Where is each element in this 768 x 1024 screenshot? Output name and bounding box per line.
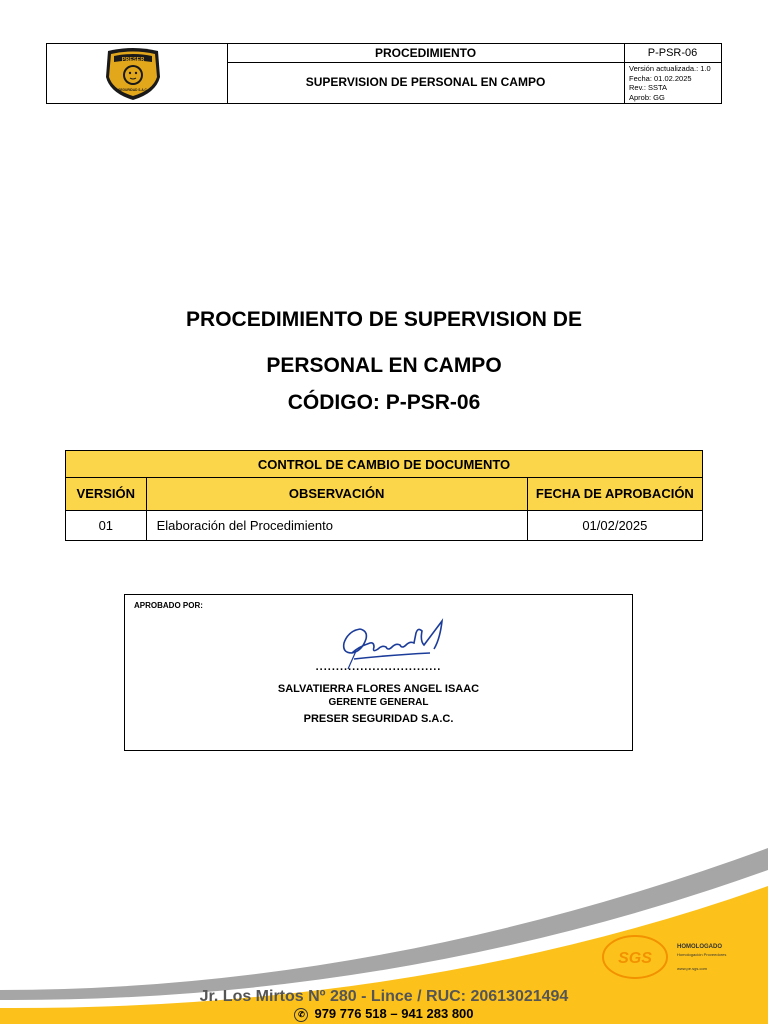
document-code: CÓDIGO: P-PSR-06 [287, 391, 481, 414]
approval-label: APROBADO POR: [134, 601, 203, 610]
rev-line: Rev.: SSTA [629, 83, 668, 92]
svg-text:PRESER: PRESER [121, 57, 145, 63]
cell-date: 01/02/2025 [527, 511, 702, 541]
col-header-observation: OBSERVACIÓN [146, 478, 527, 511]
whatsapp-icon: ✆ [294, 1008, 308, 1022]
title-cell [227, 44, 625, 103]
date-line: Fecha: 01.02.2025 [629, 73, 692, 83]
document-header [46, 43, 722, 104]
approved-line: Aprob: GG [629, 92, 665, 102]
header-section-title: PROCEDIMIENTO [227, 44, 624, 63]
preser-badge-logo [102, 47, 164, 101]
logo-cell [47, 44, 228, 103]
header-code: P-PSR-06 [624, 44, 721, 63]
sgs-logo [601, 934, 669, 980]
homologado-title: HOMOLOGADO [677, 944, 722, 950]
svg-text:SGS: SGS [618, 950, 652, 967]
cell-version: 01 [66, 511, 147, 541]
svg-text:SEGURIDAD S.A.C.: SEGURIDAD S.A.C. [118, 88, 148, 92]
change-control-table [65, 450, 703, 541]
footer-address: Jr. Los Mirtos Nº 280 - Lince / RUC: 20613021494 [199, 988, 569, 1005]
table-row [66, 511, 703, 541]
header-subject: SUPERVISION DE PERSONAL EN CAMPO [305, 75, 546, 89]
title-line-1: PROCEDIMIENTO DE SUPERVISION DE [186, 308, 582, 331]
signature-line: ............................... [315, 661, 442, 673]
homologado-mark [677, 943, 726, 973]
cell-observation: Elaboración del Procedimiento [146, 511, 527, 541]
code-cell [624, 44, 721, 103]
header-meta [629, 64, 711, 102]
change-control-heading: CONTROL DE CAMBIO DE DOCUMENTO [66, 451, 703, 478]
homologado-subtitle: Homologación Proveedores [677, 952, 727, 957]
version-line: Versión actualizada.: 1.0 [629, 64, 711, 73]
approval-box [124, 594, 633, 751]
col-header-version: VERSIÓN [66, 478, 147, 511]
col-header-date: FECHA DE APROBACIÓN [527, 478, 702, 511]
approver-role: GERENTE GENERAL [328, 697, 429, 708]
document-title [0, 297, 768, 389]
homologado-url: www.pe.sgs.com [677, 966, 708, 971]
title-line-2: PERSONAL EN CAMPO [266, 354, 502, 377]
approver-name: SALVATIERRA FLORES ANGEL ISAAC [277, 683, 480, 695]
phone-numbers: 979 776 518 – 941 283 800 [314, 1006, 474, 1021]
footer-phones [0, 1006, 768, 1022]
approver-company: PRESER SEGURIDAD S.A.C. [303, 713, 454, 725]
